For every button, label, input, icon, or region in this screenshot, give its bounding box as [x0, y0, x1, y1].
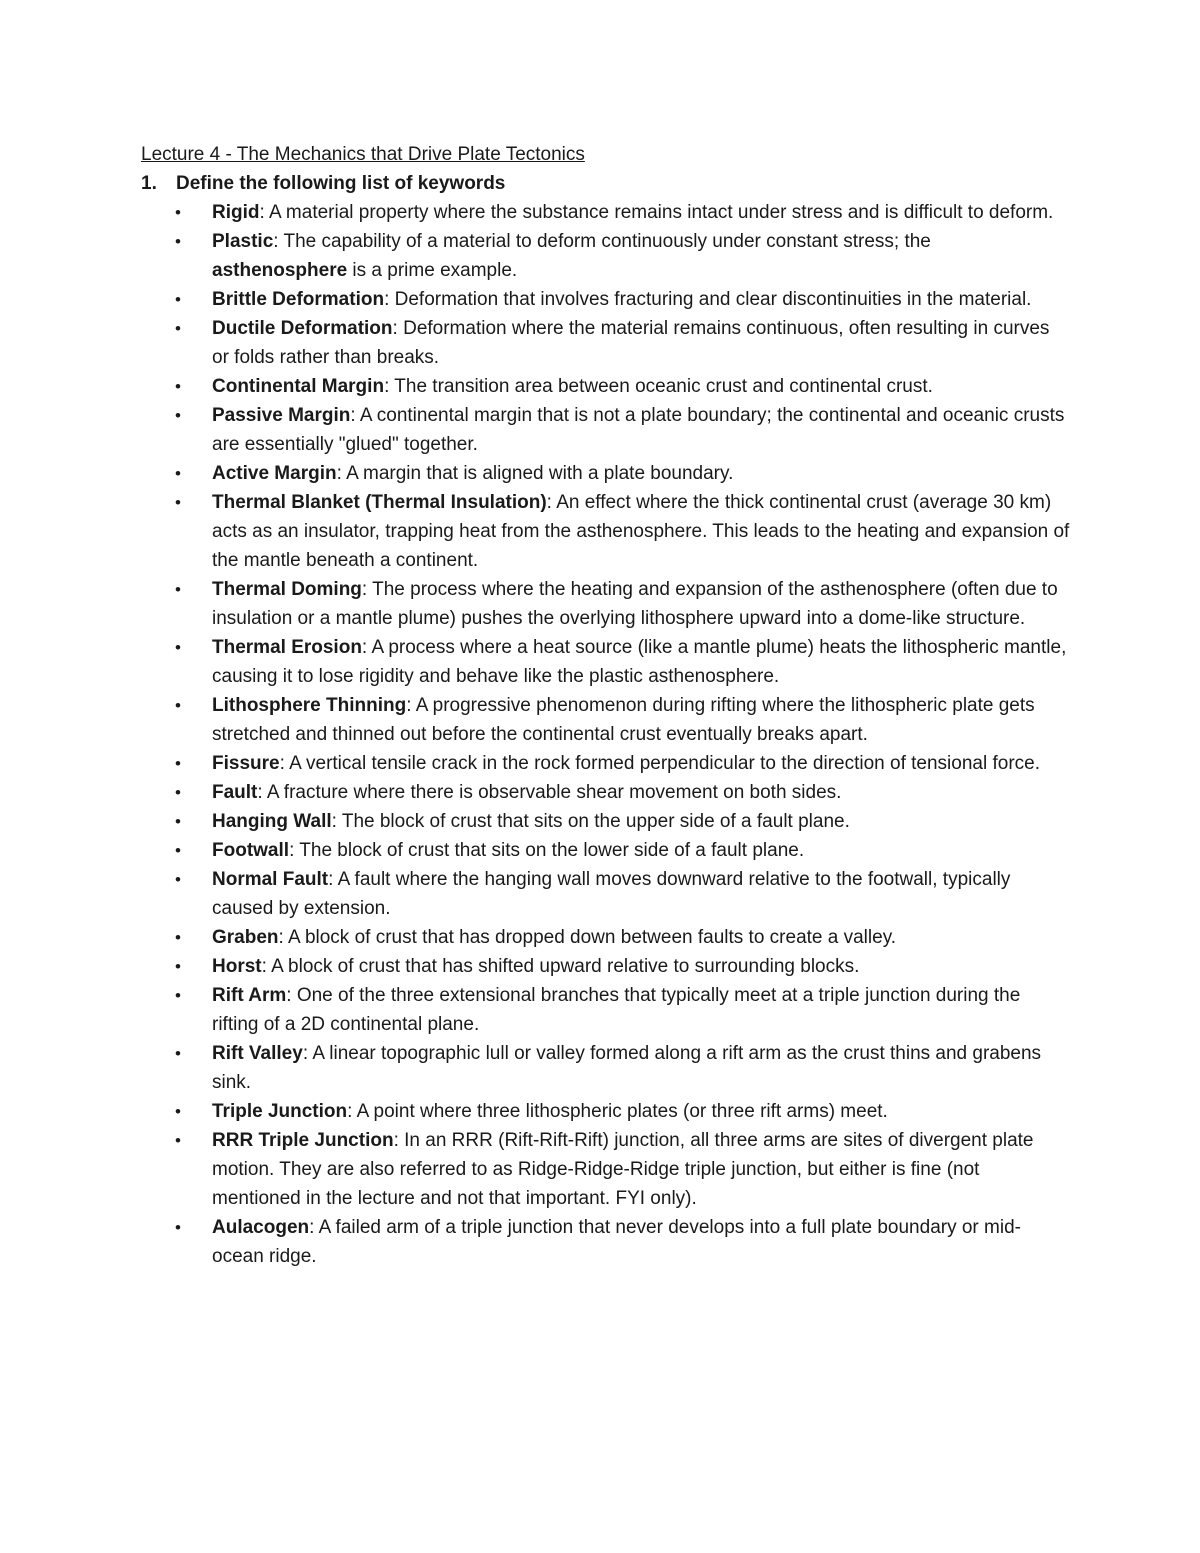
term-definition: The process where the heating and expansion of the asthenosphere (often due to insulation or a mantle plume) pushes the overlying lithosphere upward into a dome-like structure.: [212, 579, 1058, 629]
list-item: • Fissure: A vertical tensile crack in the rock formed perpendicular to the direction of tensional force.: [141, 749, 1071, 778]
term-name: Active Margin: [212, 463, 337, 484]
list-item: • Rigid: A material property where the substance remains intact under stress and is difficult to deform.: [141, 198, 1071, 227]
list-item: • Ductile Deformation: Deformation where the material remains continuous, often resulting in curves or folds rather than breaks.: [141, 314, 1071, 372]
term-definition: A block of crust that has dropped down between faults to create a valley.: [288, 927, 897, 948]
list-item: • Plastic: The capability of a material to deform continuously under constant stress; the asthenosphere is a prime example.: [141, 227, 1071, 285]
list-item: • Passive Margin: A continental margin that is not a plate boundary; the continental and oceanic crusts are essentially "glued" together.: [141, 401, 1071, 459]
term-definition: The transition area between oceanic crust and continental crust.: [394, 376, 933, 397]
bullet-icon: •: [175, 464, 181, 483]
list-item: • Graben: A block of crust that has dropped down between faults to create a valley.: [141, 923, 1071, 952]
term-name: Triple Junction: [212, 1101, 348, 1122]
term-definition: A process where a heat source (like a mantle plume) heats the lithospheric mantle, causing it to lose rigidity and behave like the plastic asthenosphere.: [212, 637, 1067, 687]
term-name: Normal Fault: [212, 869, 329, 890]
term-definition: A material property where the substance remains intact under stress and is difficult to deform.: [269, 202, 1054, 223]
term-definition: The capability of a material to deform continuously under constant stress; the asthenosphere is a prime example.: [212, 231, 931, 281]
section-heading-text: Define the following list of keywords: [176, 173, 506, 194]
term-definition: A progressive phenomenon during rifting where the lithospheric plate gets stretched and thinned out before the continental crust eventually breaks apart.: [212, 695, 1035, 745]
term-definition: A failed arm of a triple junction that never develops into a full plate boundary or mid-ocean ridge.: [212, 1217, 1021, 1267]
term-name: Passive Margin: [212, 405, 351, 426]
term-definition: Deformation that involves fracturing and clear discontinuities in the material.: [394, 289, 1032, 310]
bullet-icon: •: [175, 1102, 181, 1121]
term-definition: The block of crust that sits on the upper side of a fault plane.: [341, 811, 850, 832]
term-name: Graben: [212, 927, 279, 948]
list-item: • Footwall: The block of crust that sits on the lower side of a fault plane.: [141, 836, 1071, 865]
list-item: • Thermal Doming: The process where the heating and expansion of the asthenosphere (often due to insulation or a mantle plume) pushes the overlying lithosphere upward into a dome-like structure.: [141, 575, 1071, 633]
list-item: • Thermal Erosion: A process where a heat source (like a mantle plume) heats the lithospheric mantle, causing it to lose rigidity and behave like the plastic asthenosphere.: [141, 633, 1071, 691]
term-name: Aulacogen: [212, 1217, 310, 1238]
bullet-icon: •: [175, 754, 181, 773]
term-name: Horst: [212, 956, 262, 977]
term-name: Ductile Deformation: [212, 318, 393, 339]
bullet-icon: •: [175, 638, 181, 657]
bullet-icon: •: [175, 696, 181, 715]
list-item: • Rift Valley: A linear topographic lull or valley formed along a rift arm as the crust thins and grabens sink.: [141, 1039, 1071, 1097]
term-definition: The block of crust that sits on the lower side of a fault plane.: [299, 840, 805, 861]
term-definition: An effect where the thick continental crust (average 30 km) acts as an insulator, trapping heat from the asthenosphere. This leads to the heating and expansion of the mantle beneath a continent.: [212, 492, 1070, 571]
list-item: • Thermal Blanket (Thermal Insulation): An effect where the thick continental crust (average 30 km) acts as an insulator, trapping heat from the asthenosphere. This leads to the heating and expansion of the mantle beneath a continent.: [141, 488, 1071, 575]
bullet-icon: •: [175, 1131, 181, 1150]
document-page: [141, 140, 1071, 1271]
term-name: Lithosphere Thinning: [212, 695, 407, 716]
bullet-icon: •: [175, 377, 181, 396]
list-item: • Rift Arm: One of the three extensional branches that typically meet at a triple junction during the rifting of a 2D continental plane.: [141, 981, 1071, 1039]
term-definition: A linear topographic lull or valley formed along a rift arm as the crust thins and grabens sink.: [212, 1043, 1042, 1093]
lecture-title: Lecture 4 - The Mechanics that Drive Plate Tectonics: [141, 144, 585, 165]
term-definition: A margin that is aligned with a plate boundary.: [346, 463, 734, 484]
bullet-icon: •: [175, 812, 181, 831]
term-name: Fissure: [212, 753, 280, 774]
list-item: • Continental Margin: The transition area between oceanic crust and continental crust.: [141, 372, 1071, 401]
term-name: RRR Triple Junction: [212, 1130, 394, 1151]
term-name: Continental Margin: [212, 376, 385, 397]
term-definition: One of the three extensional branches that typically meet at a triple junction during the rifting of a 2D continental plane.: [212, 985, 1021, 1035]
bullet-icon: •: [175, 406, 181, 425]
term-name: Hanging Wall: [212, 811, 332, 832]
bullet-icon: •: [175, 493, 181, 512]
bullet-icon: •: [175, 870, 181, 889]
emphasized-keyword: asthenosphere: [212, 260, 348, 281]
section-number: 1.: [141, 173, 157, 194]
bullet-icon: •: [175, 319, 181, 338]
term-definition: A fracture where there is observable shear movement on both sides.: [266, 782, 842, 803]
list-item: • Brittle Deformation: Deformation that involves fracturing and clear discontinuities in the material.: [141, 285, 1071, 314]
bullet-icon: •: [175, 957, 181, 976]
bullet-icon: •: [175, 1218, 181, 1237]
bullet-icon: •: [175, 290, 181, 309]
term-definition: A point where three lithospheric plates (or three rift arms) meet.: [356, 1101, 888, 1122]
term-definition: A continental margin that is not a plate boundary; the continental and oceanic crusts are essentially "glued" together.: [212, 405, 1065, 455]
list-item: • RRR Triple Junction: In an RRR (Rift-Rift-Rift) junction, all three arms are sites of divergent plate motion. They are also referred to as Ridge-Ridge-Ridge triple junction, but either is fine (not mentioned in the lecture and not that important. FYI only).: [141, 1126, 1071, 1213]
term-name: Thermal Erosion: [212, 637, 362, 658]
bullet-icon: •: [175, 841, 181, 860]
list-item: • Horst: A block of crust that has shifted upward relative to surrounding blocks.: [141, 952, 1071, 981]
bullet-icon: •: [175, 986, 181, 1005]
keyword-list: [141, 198, 1071, 1271]
bullet-icon: •: [175, 783, 181, 802]
term-name: Thermal Blanket (Thermal Insulation): [212, 492, 547, 513]
section-heading: [141, 169, 1071, 198]
list-item: • Fault: A fracture where there is observable shear movement on both sides.: [141, 778, 1071, 807]
term-definition: Deformation where the material remains continuous, often resulting in curves or folds rather than breaks.: [212, 318, 1050, 368]
term-definition: In an RRR (Rift-Rift-Rift) junction, all three arms are sites of divergent plate motion. They are also referred to as Ridge-Ridge-Ridge triple junction, but either is fine (not mentioned in the lecture and not that important. FYI only).: [212, 1130, 1034, 1209]
list-item: • Triple Junction: A point where three lithospheric plates (or three rift arms) meet.: [141, 1097, 1071, 1126]
list-item: • Active Margin: A margin that is aligned with a plate boundary.: [141, 459, 1071, 488]
bullet-icon: •: [175, 928, 181, 947]
list-item: • Normal Fault: A fault where the hanging wall moves downward relative to the footwall, typically caused by extension.: [141, 865, 1071, 923]
term-name: Plastic: [212, 231, 274, 252]
term-definition: A block of crust that has shifted upward relative to surrounding blocks.: [271, 956, 860, 977]
term-definition: A fault where the hanging wall moves downward relative to the footwall, typically caused by extension.: [212, 869, 1011, 919]
bullet-icon: •: [175, 1044, 181, 1063]
list-item: • Hanging Wall: The block of crust that sits on the upper side of a fault plane.: [141, 807, 1071, 836]
term-name: Rift Arm: [212, 985, 287, 1006]
term-name: Fault: [212, 782, 258, 803]
term-definition: A vertical tensile crack in the rock formed perpendicular to the direction of tensional force.: [289, 753, 1040, 774]
bullet-icon: •: [175, 203, 181, 222]
term-name: Rigid: [212, 202, 260, 223]
bullet-icon: •: [175, 580, 181, 599]
bullet-icon: •: [175, 232, 181, 251]
list-item: • Lithosphere Thinning: A progressive phenomenon during rifting where the lithospheric plate gets stretched and thinned out before the continental crust eventually breaks apart.: [141, 691, 1071, 749]
term-name: Footwall: [212, 840, 290, 861]
term-name: Thermal Doming: [212, 579, 362, 600]
list-item: • Aulacogen: A failed arm of a triple junction that never develops into a full plate boundary or mid-ocean ridge.: [141, 1213, 1071, 1271]
term-name: Brittle Deformation: [212, 289, 385, 310]
term-name: Rift Valley: [212, 1043, 303, 1064]
